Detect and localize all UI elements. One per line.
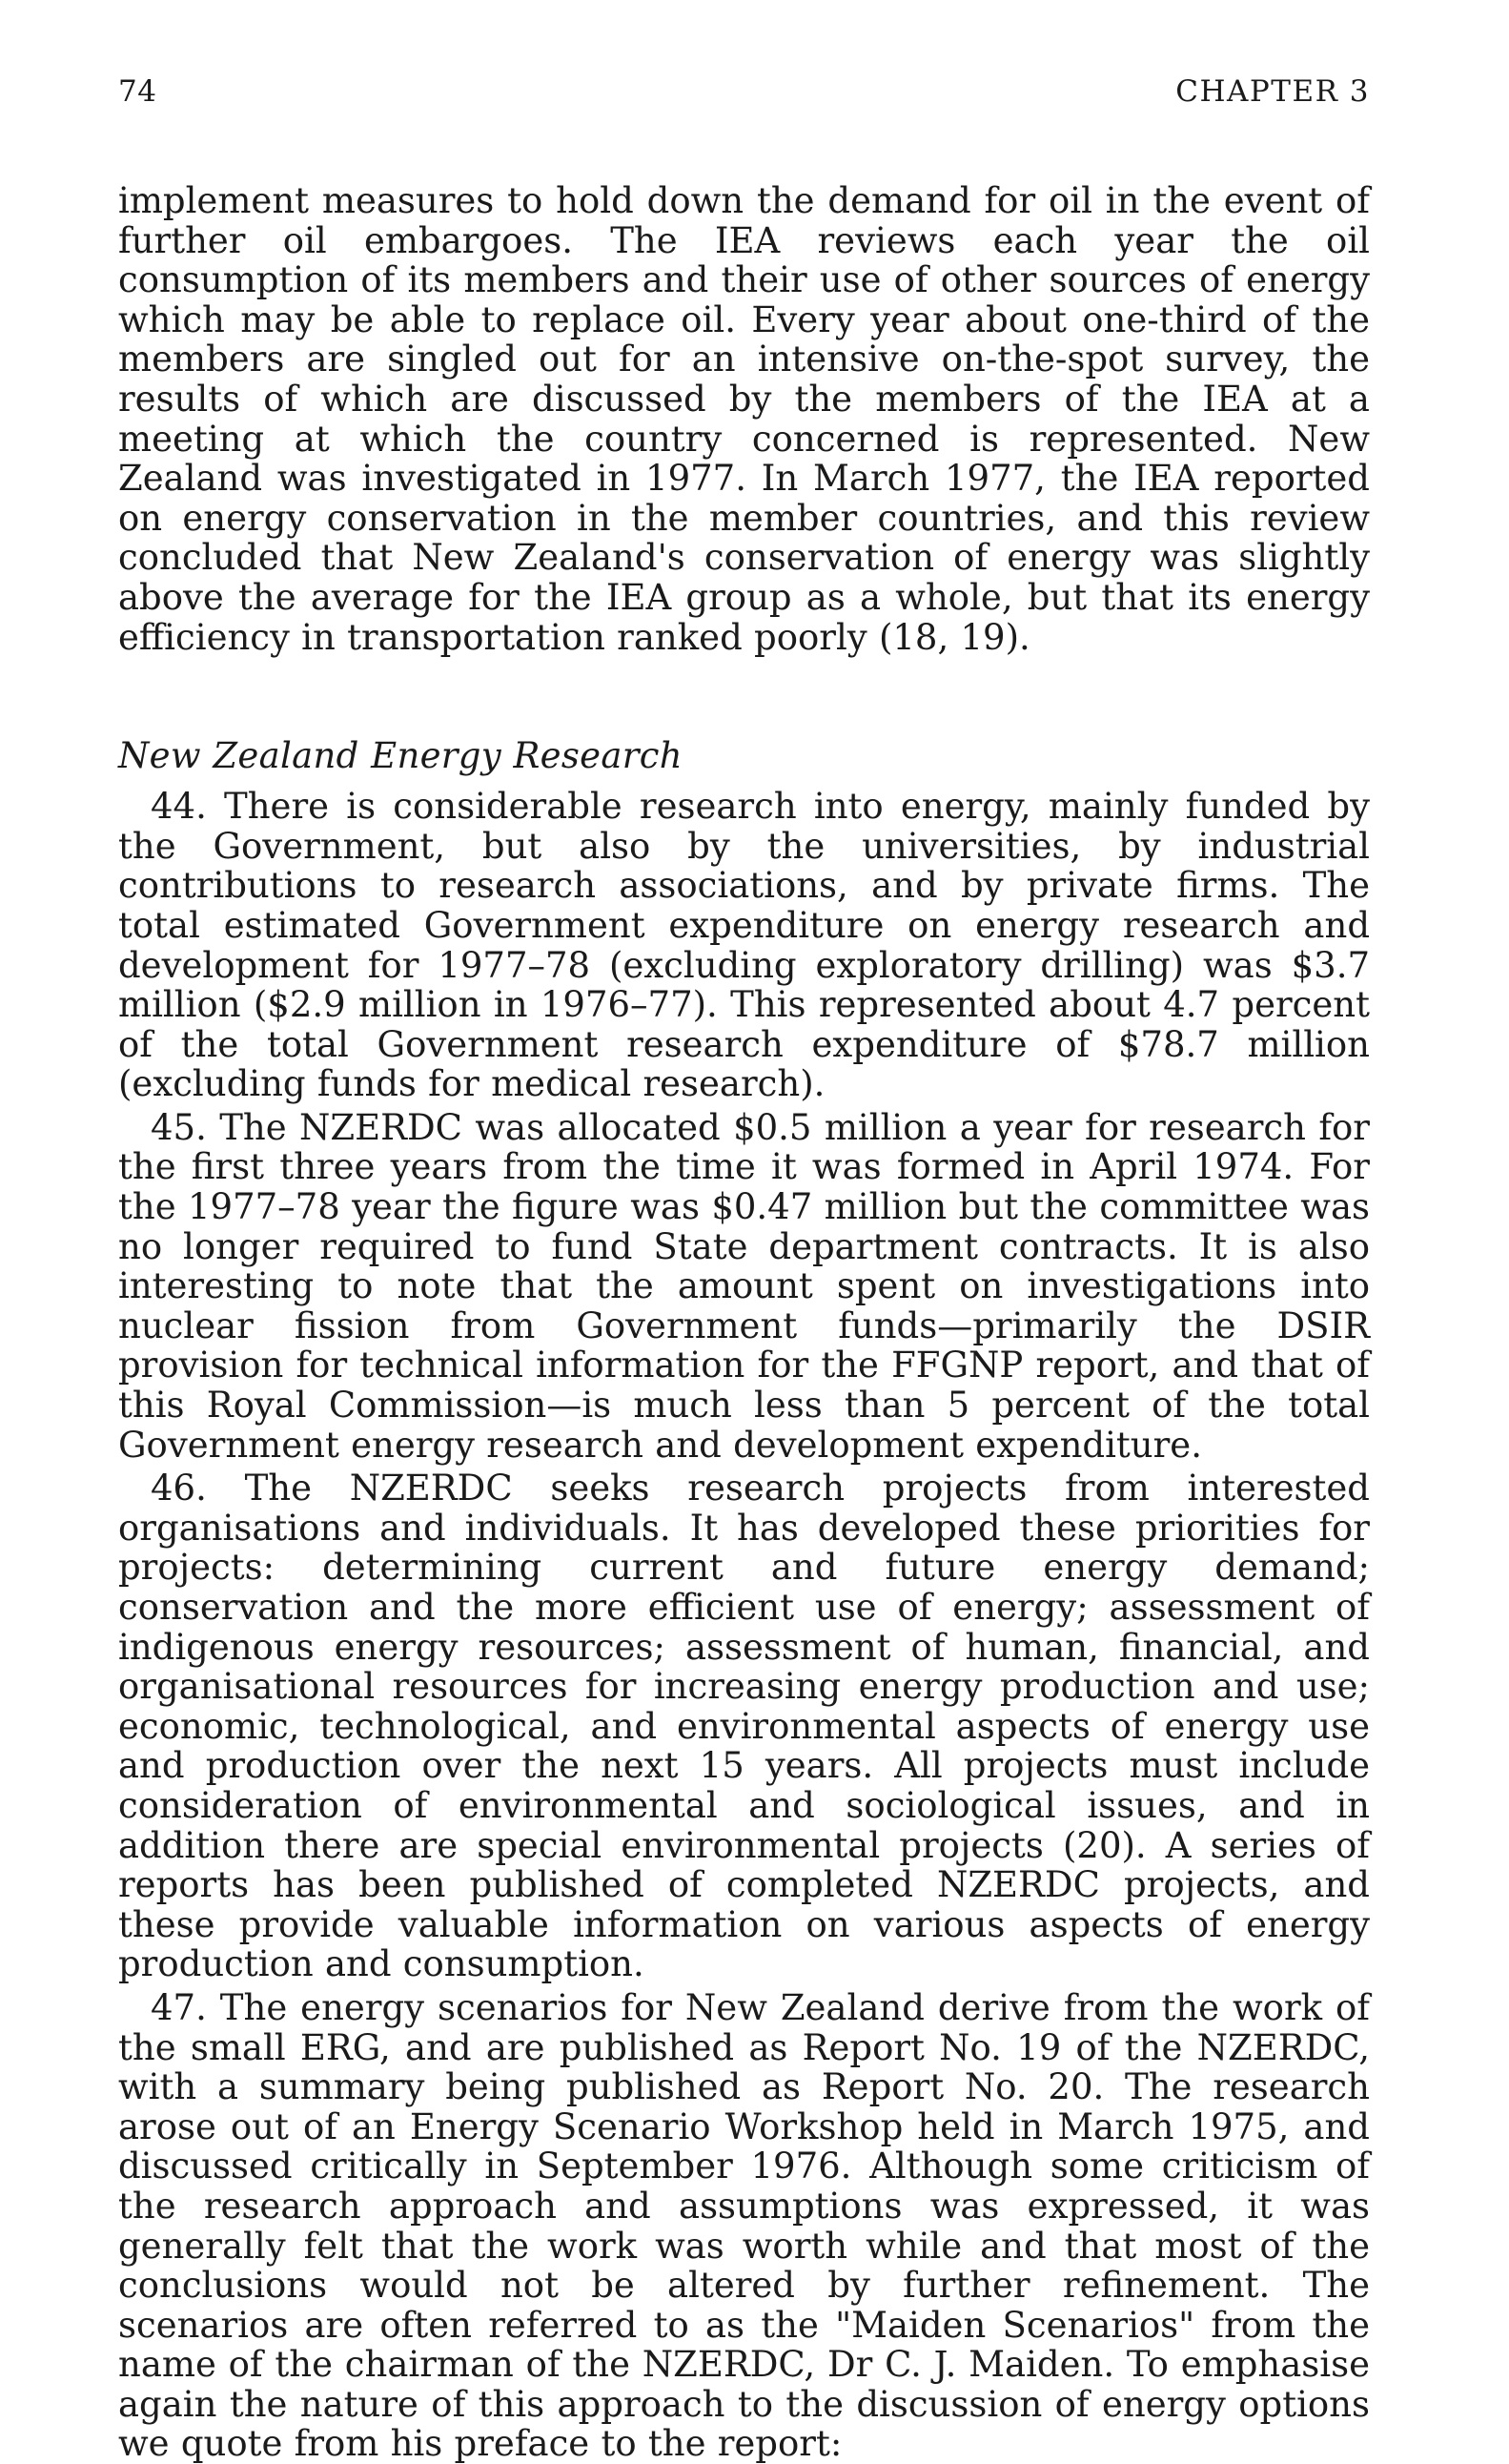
continued-paragraph: implement measures to hold down the demand for oil in the event of further oil embargoes. The IEA reviews each year the oil consumption of its members and their use of other sources of energy which may be able to replace oil. Every year about one-third of the members are singled out for an intensive on-the-spot survey, the results of which are discussed by the members of the IEA at a meeting at which the country concerned is represented. New Zealand was investigated in 1977. In March 1977, the IEA reported on energy conservation in the member countries, and this review concluded that New Zealand's conservation of energy was slightly above the average for the IEA group as a whole, but that its energy efficiency in transportation ranked poorly (18, 19). (118, 180, 1370, 658)
paragraph-45: 45. The NZERDC was allocated $0.5 million a year for research for the first three years from the time it was formed in April 1974. For the 1977–78 year the figure was $0.47 million but the committee was no longer required to fund State department contracts. It is also interesting to note that the amount spent on investigations into nuclear fission from Government funds—primarily the DSIR provision for technical information for the FFGNP report, and that of this Royal Commission—is much less than 5 percent of the total Government energy research and development expenditure. (118, 1106, 1370, 1466)
paragraph-46: 46. The NZERDC seeks research projects from interested organisations and individuals. It has developed these priorities for projects: determining current and future energy demand; conservation and the more efficient use of energy; assessment of indigenous energy resources; assessment of human, financial, and organisational resources for increasing energy production and use; economic, technological, and environmental aspects of energy use and production over the next 15 years. All projects must include consideration of environmental and sociological issues, and in addition there are special environmental projects (20). A series of reports has been published of completed NZERDC projects, and these provide valuable information on various aspects of energy production and consumption. (118, 1468, 1370, 1985)
paragraph-47: 47. The energy scenarios for New Zealand derive from the work of the small ERG, and are published as Report No. 19 of the NZERDC, with a summary being published as Report No. 20. The research arose out of an Energy Scenario Workshop held in March 1975, and discussed critically in September 1976. Although some criticism of the research approach and assumptions was expressed, it was generally felt that the work was worth while and that most of the conclusions would not be altered by further refinement. The scenarios are often referred to as the "Maiden Scenarios" from the name of the chairman of the NZERDC, Dr C. J. Maiden. To emphasise again the nature of this approach to the discussion of energy options we quote from his preface to the report: (118, 1986, 1370, 2464)
section-heading: New Zealand Energy Research (118, 735, 683, 777)
page-body (118, 181, 1370, 2464)
chapter-label: CHAPTER 3 (1175, 74, 1370, 109)
paragraph-44: 44. There is considerable research into energy, mainly funded by the Government, but also by the universities, by industrial contributions to research associations, and by private firms. The total estimated Government expenditure on energy research and development for 1977–78 (excluding exploratory drilling) was $3.7 million ($2.9 million in 1976–77). This represented about 4.7 percent of the total Government research expenditure of $78.7 million (excluding funds for medical research). (118, 786, 1370, 1105)
page-number: 74 (118, 74, 157, 109)
running-header (118, 74, 1370, 116)
